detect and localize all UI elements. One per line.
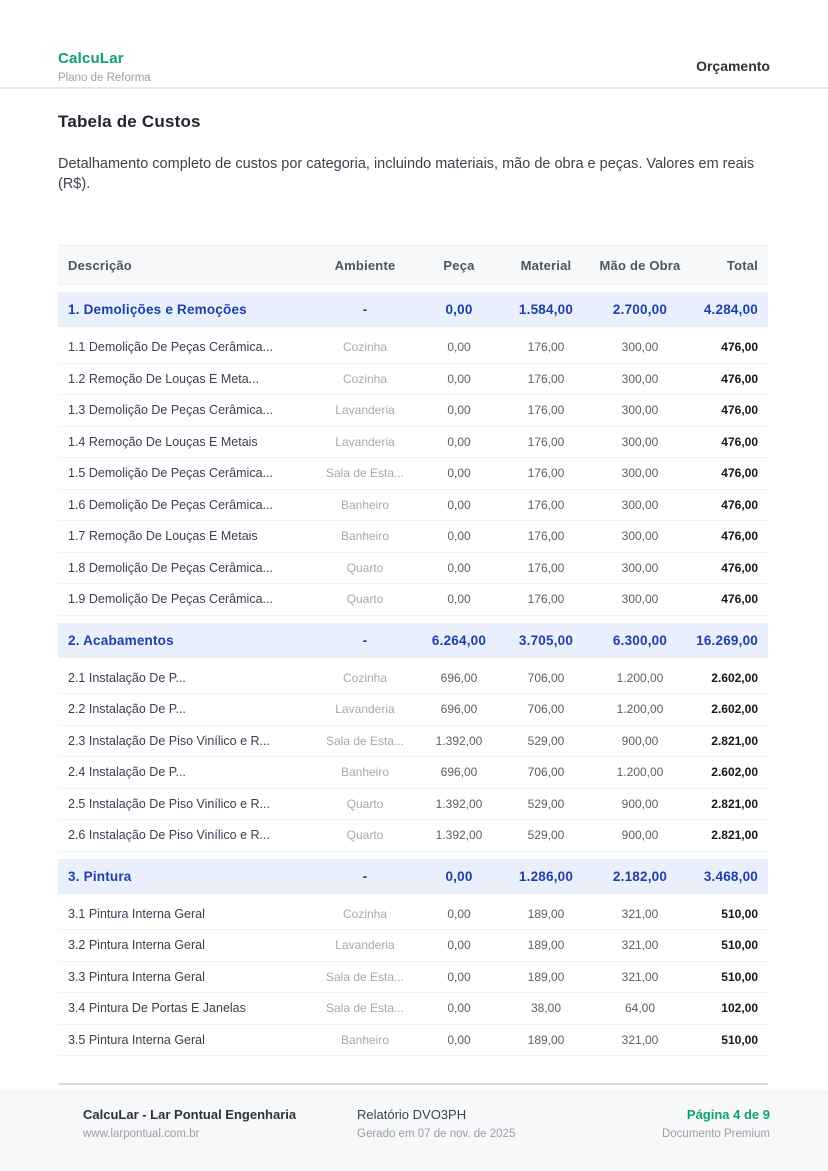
row-descricao: 1.2 Remoção De Louças E Meta... <box>68 371 260 386</box>
section-ambiente: - <box>362 632 368 648</box>
table-row <box>58 553 768 585</box>
row-descricao: 2.5 Instalação De Piso Vinílico e R... <box>68 796 270 811</box>
row-ambiente: Banheiro <box>340 1032 390 1047</box>
row-material: 529,00 <box>527 733 565 748</box>
row-mao-de-obra: 300,00 <box>621 560 659 575</box>
row-mao-de-obra: 900,00 <box>621 796 659 811</box>
row-ambiente: Banheiro <box>340 765 390 780</box>
page-description: Detalhamento completo de custos por categoria, incluindo materiais, mão de obra e peças. Valores em reais (R$). <box>58 156 755 192</box>
row-peca: 0,00 <box>447 560 471 575</box>
table-row <box>58 663 768 695</box>
page-footer <box>0 1089 828 1171</box>
row-peca: 0,00 <box>447 529 471 544</box>
row-descricao: 1.8 Demolição De Peças Cerâmica... <box>68 560 273 575</box>
row-mao-de-obra: 900,00 <box>621 828 659 843</box>
column-header-total: Total <box>726 257 758 273</box>
table-row <box>58 584 768 616</box>
row-ambiente: Sala de Esta... <box>325 1001 405 1016</box>
row-material: 529,00 <box>527 828 565 843</box>
brand-block <box>58 50 151 84</box>
row-mao-de-obra: 300,00 <box>621 340 659 355</box>
section-total: 4.284,00 <box>703 302 758 317</box>
row-descricao: 2.4 Instalação De P... <box>68 765 186 780</box>
section-label: 1. Demolições e Remoções <box>68 302 247 317</box>
row-descricao: 3.3 Pintura Interna Geral <box>68 969 205 984</box>
row-ambiente: Lavanderia <box>335 938 395 953</box>
row-mao-de-obra: 300,00 <box>621 371 659 386</box>
footer-company-block <box>83 1107 357 1171</box>
brand-subtitle: Plano de Reforma <box>58 72 151 84</box>
table-row <box>58 962 768 994</box>
row-peca: 0,00 <box>447 906 471 921</box>
row-material: 176,00 <box>527 371 565 386</box>
footer-website: www.larpontual.com.br <box>83 1128 200 1140</box>
table-row <box>58 993 768 1025</box>
row-peca: 696,00 <box>440 670 478 685</box>
table-row <box>58 899 768 931</box>
section-material: 1.286,00 <box>518 868 574 884</box>
row-total: 510,00 <box>721 1032 758 1047</box>
row-ambiente: Lavanderia <box>335 403 395 418</box>
row-mao-de-obra: 321,00 <box>621 906 659 921</box>
row-ambiente: Lavanderia <box>335 702 395 717</box>
section-peca: 6.264,00 <box>431 632 487 648</box>
row-material: 176,00 <box>527 592 565 607</box>
section-total-row <box>58 623 768 658</box>
row-peca: 1.392,00 <box>435 796 483 811</box>
row-ambiente: Sala de Esta... <box>325 733 405 748</box>
row-total: 476,00 <box>721 434 758 449</box>
row-descricao: 3.2 Pintura Interna Geral <box>68 938 205 953</box>
page-title: Tabela de Custos <box>58 112 201 131</box>
row-material: 176,00 <box>527 403 565 418</box>
row-descricao: 2.1 Instalação De P... <box>68 670 186 685</box>
table-header-row <box>58 245 768 285</box>
table-row <box>58 757 768 789</box>
section-ambiente: - <box>362 868 368 884</box>
row-descricao: 1.9 Demolição De Peças Cerâmica... <box>68 592 273 607</box>
row-material: 176,00 <box>527 434 565 449</box>
footer-page-number: Página 4 de 9 <box>686 1107 770 1122</box>
section-total: 3.468,00 <box>703 868 758 884</box>
section-material: 3.705,00 <box>518 632 574 648</box>
row-peca: 0,00 <box>447 434 471 449</box>
row-ambiente: Lavanderia <box>335 434 395 449</box>
row-material: 189,00 <box>527 969 565 984</box>
column-header-peca: Peça <box>443 257 475 273</box>
row-peca: 1.392,00 <box>435 733 483 748</box>
row-descricao: 3.1 Pintura Interna Geral <box>68 906 205 921</box>
table-row <box>58 694 768 726</box>
row-descricao: 1.3 Demolição De Peças Cerâmica... <box>68 403 273 418</box>
row-ambiente: Quarto <box>346 828 384 843</box>
row-descricao: 1.7 Remoção De Louças E Metais <box>68 529 258 544</box>
row-material: 706,00 <box>527 702 565 717</box>
table-row <box>58 930 768 962</box>
row-peca: 0,00 <box>447 466 471 481</box>
table-row <box>58 458 768 490</box>
row-peca: 1.392,00 <box>435 828 483 843</box>
section-peca: 0,00 <box>445 302 473 317</box>
cost-table <box>58 245 768 1056</box>
row-total: 2.821,00 <box>711 733 758 748</box>
row-descricao: 1.5 Demolição De Peças Cerâmica... <box>68 466 273 481</box>
table-row <box>58 820 768 852</box>
row-ambiente: Sala de Esta... <box>325 969 405 984</box>
row-material: 189,00 <box>527 906 565 921</box>
row-mao-de-obra: 1.200,00 <box>616 765 664 780</box>
footer-page-block <box>564 1107 771 1171</box>
footer-generated-date: Gerado em 07 de nov. de 2025 <box>357 1128 516 1140</box>
row-material: 176,00 <box>527 529 565 544</box>
column-header-descricao: Descrição <box>68 257 132 273</box>
section-material: 1.584,00 <box>518 302 574 317</box>
row-descricao: 3.5 Pintura Interna Geral <box>68 1032 205 1047</box>
row-total: 476,00 <box>721 403 758 418</box>
table-row <box>58 490 768 522</box>
row-mao-de-obra: 321,00 <box>621 969 659 984</box>
row-peca: 696,00 <box>440 765 478 780</box>
row-mao-de-obra: 300,00 <box>621 592 659 607</box>
row-ambiente: Quarto <box>346 796 384 811</box>
row-mao-de-obra: 300,00 <box>621 466 659 481</box>
row-descricao: 1.1 Demolição De Peças Cerâmica... <box>68 340 273 355</box>
row-mao-de-obra: 300,00 <box>621 403 659 418</box>
table-row <box>58 364 768 396</box>
row-ambiente: Quarto <box>346 560 384 575</box>
row-peca: 0,00 <box>447 1001 471 1016</box>
section-mao-de-obra: 6.300,00 <box>612 632 668 648</box>
row-total: 2.602,00 <box>711 670 758 685</box>
row-mao-de-obra: 321,00 <box>621 1032 659 1047</box>
row-descricao: 2.2 Instalação De P... <box>68 702 186 717</box>
row-ambiente: Sala de Esta... <box>325 466 405 481</box>
row-material: 706,00 <box>527 670 565 685</box>
table-row <box>58 726 768 758</box>
row-total: 476,00 <box>721 592 758 607</box>
row-total: 2.821,00 <box>711 828 758 843</box>
row-total: 476,00 <box>721 371 758 386</box>
row-descricao: 2.3 Instalação De Piso Vinílico e R... <box>68 733 270 748</box>
row-material: 176,00 <box>527 466 565 481</box>
row-peca: 0,00 <box>447 371 471 386</box>
table-row <box>58 1025 768 1057</box>
section-mao-de-obra: 2.182,00 <box>612 868 668 884</box>
row-mao-de-obra: 321,00 <box>621 938 659 953</box>
section-mao-de-obra: 2.700,00 <box>612 302 668 317</box>
row-material: 706,00 <box>527 765 565 780</box>
row-peca: 0,00 <box>447 969 471 984</box>
row-total: 476,00 <box>721 497 758 512</box>
row-ambiente: Cozinha <box>342 340 388 355</box>
row-descricao: 1.4 Remoção De Louças E Metais <box>68 434 258 449</box>
row-descricao: 1.6 Demolição De Peças Cerâmica... <box>68 497 273 512</box>
footer-report-id: Relatório DVO3PH <box>357 1107 467 1122</box>
page-header <box>0 0 828 89</box>
footer-doc-level: Documento Premium <box>661 1128 770 1140</box>
doc-type-label: Orçamento <box>696 58 770 74</box>
row-mao-de-obra: 300,00 <box>621 529 659 544</box>
row-material: 176,00 <box>527 497 565 512</box>
row-total: 2.602,00 <box>711 702 758 717</box>
row-peca: 0,00 <box>447 592 471 607</box>
row-ambiente: Cozinha <box>342 906 388 921</box>
row-ambiente: Quarto <box>346 592 384 607</box>
row-mao-de-obra: 300,00 <box>621 434 659 449</box>
row-ambiente: Banheiro <box>340 497 390 512</box>
row-total: 2.602,00 <box>711 765 758 780</box>
row-ambiente: Banheiro <box>340 529 390 544</box>
row-total: 510,00 <box>721 938 758 953</box>
content-bottom-divider <box>58 1083 768 1085</box>
row-peca: 0,00 <box>447 403 471 418</box>
row-peca: 0,00 <box>447 340 471 355</box>
row-mao-de-obra: 1.200,00 <box>616 702 664 717</box>
table-row <box>58 332 768 364</box>
table-row <box>58 521 768 553</box>
row-material: 38,00 <box>530 1001 562 1016</box>
row-mao-de-obra: 64,00 <box>624 1001 656 1016</box>
row-peca: 0,00 <box>447 1032 471 1047</box>
row-total: 476,00 <box>721 560 758 575</box>
row-peca: 0,00 <box>447 497 471 512</box>
table-body <box>58 292 768 1056</box>
column-header-material: Material <box>520 257 572 273</box>
row-mao-de-obra: 900,00 <box>621 733 659 748</box>
row-mao-de-obra: 300,00 <box>621 497 659 512</box>
row-total: 102,00 <box>721 1001 758 1016</box>
section-label: 2. Acabamentos <box>68 632 174 648</box>
section-total: 16.269,00 <box>696 632 758 648</box>
row-total: 510,00 <box>721 969 758 984</box>
row-total: 476,00 <box>721 340 758 355</box>
row-material: 176,00 <box>527 560 565 575</box>
footer-report-block <box>357 1107 564 1171</box>
section-total-row <box>58 859 768 894</box>
row-ambiente: Cozinha <box>342 670 388 685</box>
row-mao-de-obra: 1.200,00 <box>616 670 664 685</box>
table-row <box>58 395 768 427</box>
brand-logo: CalcuLar <box>58 50 124 67</box>
section-label: 3. Pintura <box>68 868 132 884</box>
footer-company: CalcuLar - Lar Pontual Engenharia <box>83 1107 297 1122</box>
column-header-mao-de-obra: Mão de Obra <box>599 257 681 273</box>
table-row <box>58 789 768 821</box>
row-descricao: 2.6 Instalação De Piso Vinílico e R... <box>68 828 270 843</box>
row-total: 2.821,00 <box>711 796 758 811</box>
section-peca: 0,00 <box>445 868 473 884</box>
row-total: 476,00 <box>721 529 758 544</box>
section-total-row <box>58 292 768 327</box>
row-material: 189,00 <box>527 938 565 953</box>
row-peca: 696,00 <box>440 702 478 717</box>
column-header-ambiente: Ambiente <box>334 257 396 273</box>
row-material: 529,00 <box>527 796 565 811</box>
row-peca: 0,00 <box>447 938 471 953</box>
main-content <box>0 89 828 1089</box>
table-row <box>58 427 768 459</box>
row-ambiente: Cozinha <box>342 371 388 386</box>
row-material: 176,00 <box>527 340 565 355</box>
row-material: 189,00 <box>527 1032 565 1047</box>
row-descricao: 3.4 Pintura De Portas E Janelas <box>68 1001 246 1016</box>
row-total: 510,00 <box>721 906 758 921</box>
section-ambiente: - <box>362 302 368 317</box>
row-total: 476,00 <box>721 466 758 481</box>
